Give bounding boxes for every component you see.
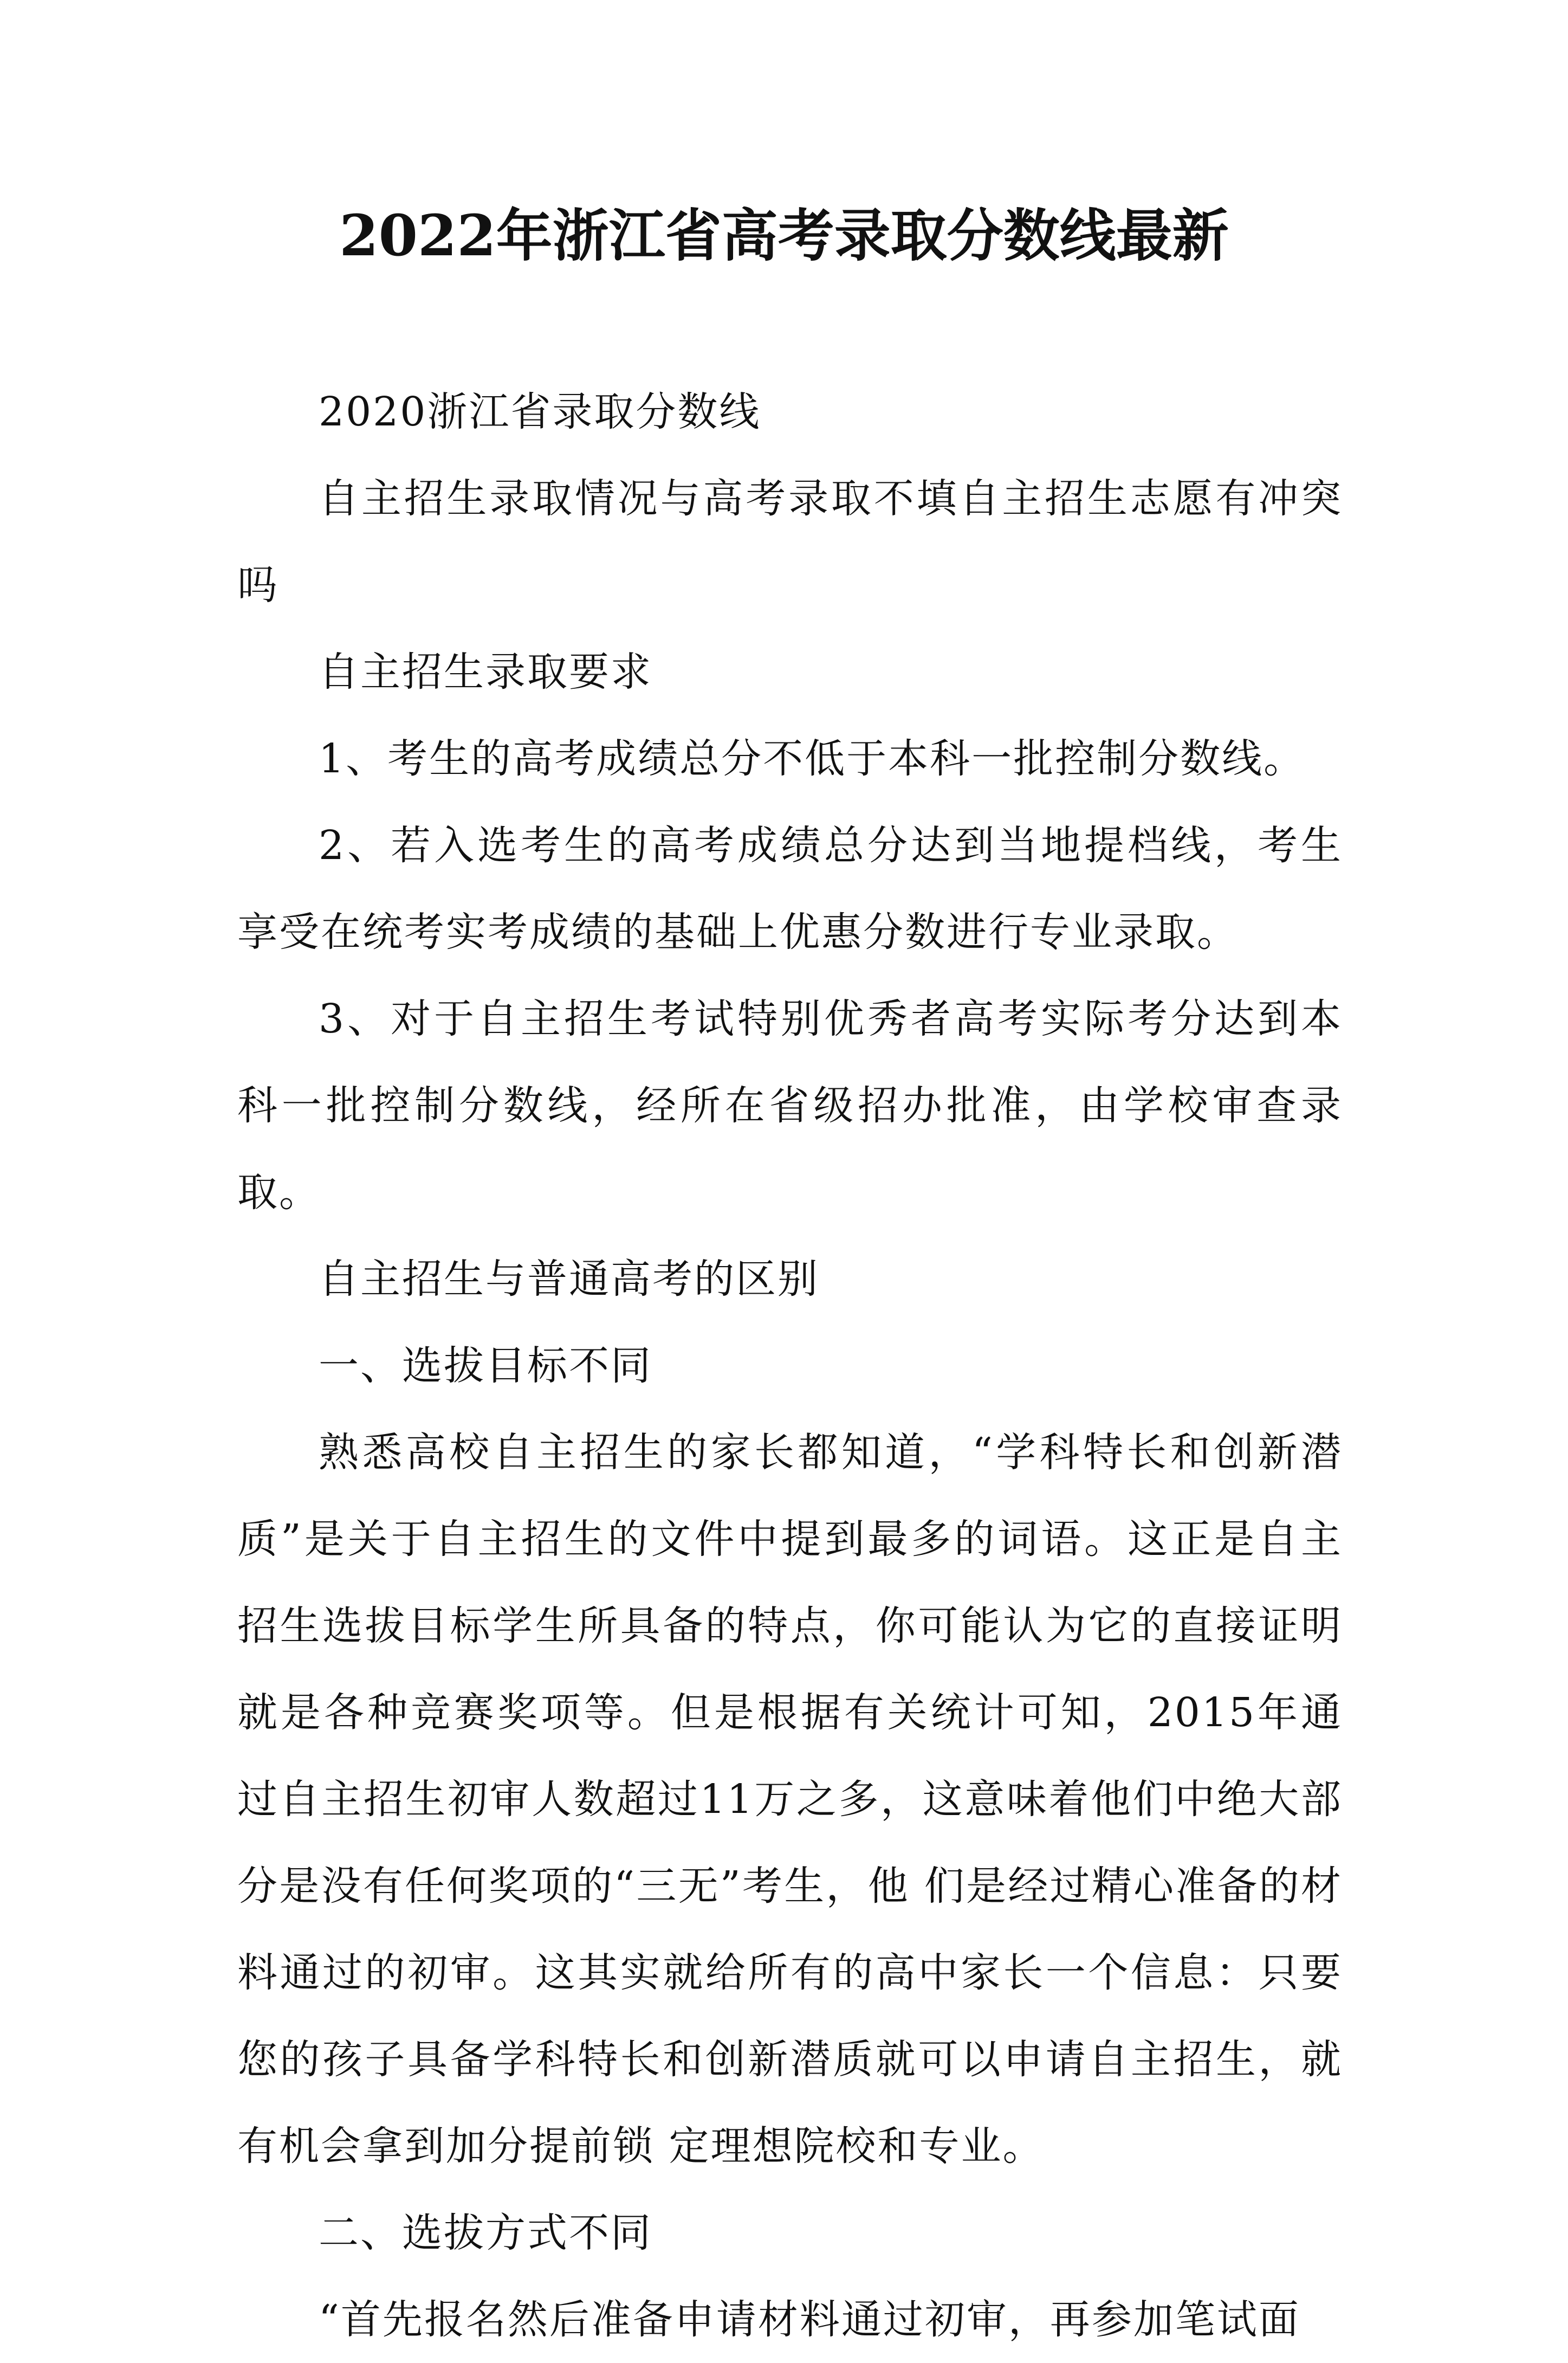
document-title: 2022年浙江省高考录取分数线最新 [339,202,1229,269]
paragraph: 2、若入选考生的高考成绩总分达到当地提档线，考生享受在统考实考成绩的基础上优惠分数进行专业录取。 [237,822,1343,955]
document-body [237,369,1343,2363]
paragraph: 自主招生录取情况与高考录取不填自主招生志愿有冲突吗 [237,475,1343,609]
paragraph: 1、考生的高考成绩总分不低于本科一批控制分数线。 [319,735,1306,782]
paragraph: 一、选拔目标不同 [319,1342,652,1389]
paragraph: 2020浙江省录取分数线 [319,389,761,435]
paragraph: 3、对于自主招生考试特别优秀者高考实际考分达到本科一批控制分数线，经所在省级招办批准，由学校审查录取。 [237,996,1343,1216]
paragraph: “首先报名然后准备申请材料通过初审，再参加笔试面 [319,2296,1300,2343]
paragraph: 自主招生录取要求 [319,649,652,695]
paragraph: 熟悉高校自主招生的家长都知道，“学科特长和创新潜质”是关于自主招生的文件中提到最多的词语。这正是自主招生选拔目标学生所具备的特点，你可能认为它的直接证明就是各种竞赛奖项等。但是根据有关统计可知，2015年通过自主招生初审人数超过11万之多，这意味着他们中绝大部分是没有任何奖项的“三无”考生，他 们是经过精心准备的材料通过的初审。这其实就给所有的高中家长一个信息：只要您的孩子具备学科特长和创新潜质就可以申请自主招生，就有机会拿到加分提前锁 定理想院校和专业。 [237,1429,1343,2170]
paragraph: 自主招生与普通高考的区别 [319,1256,819,1302]
paragraph: 二、选拔方式不同 [319,2210,652,2256]
